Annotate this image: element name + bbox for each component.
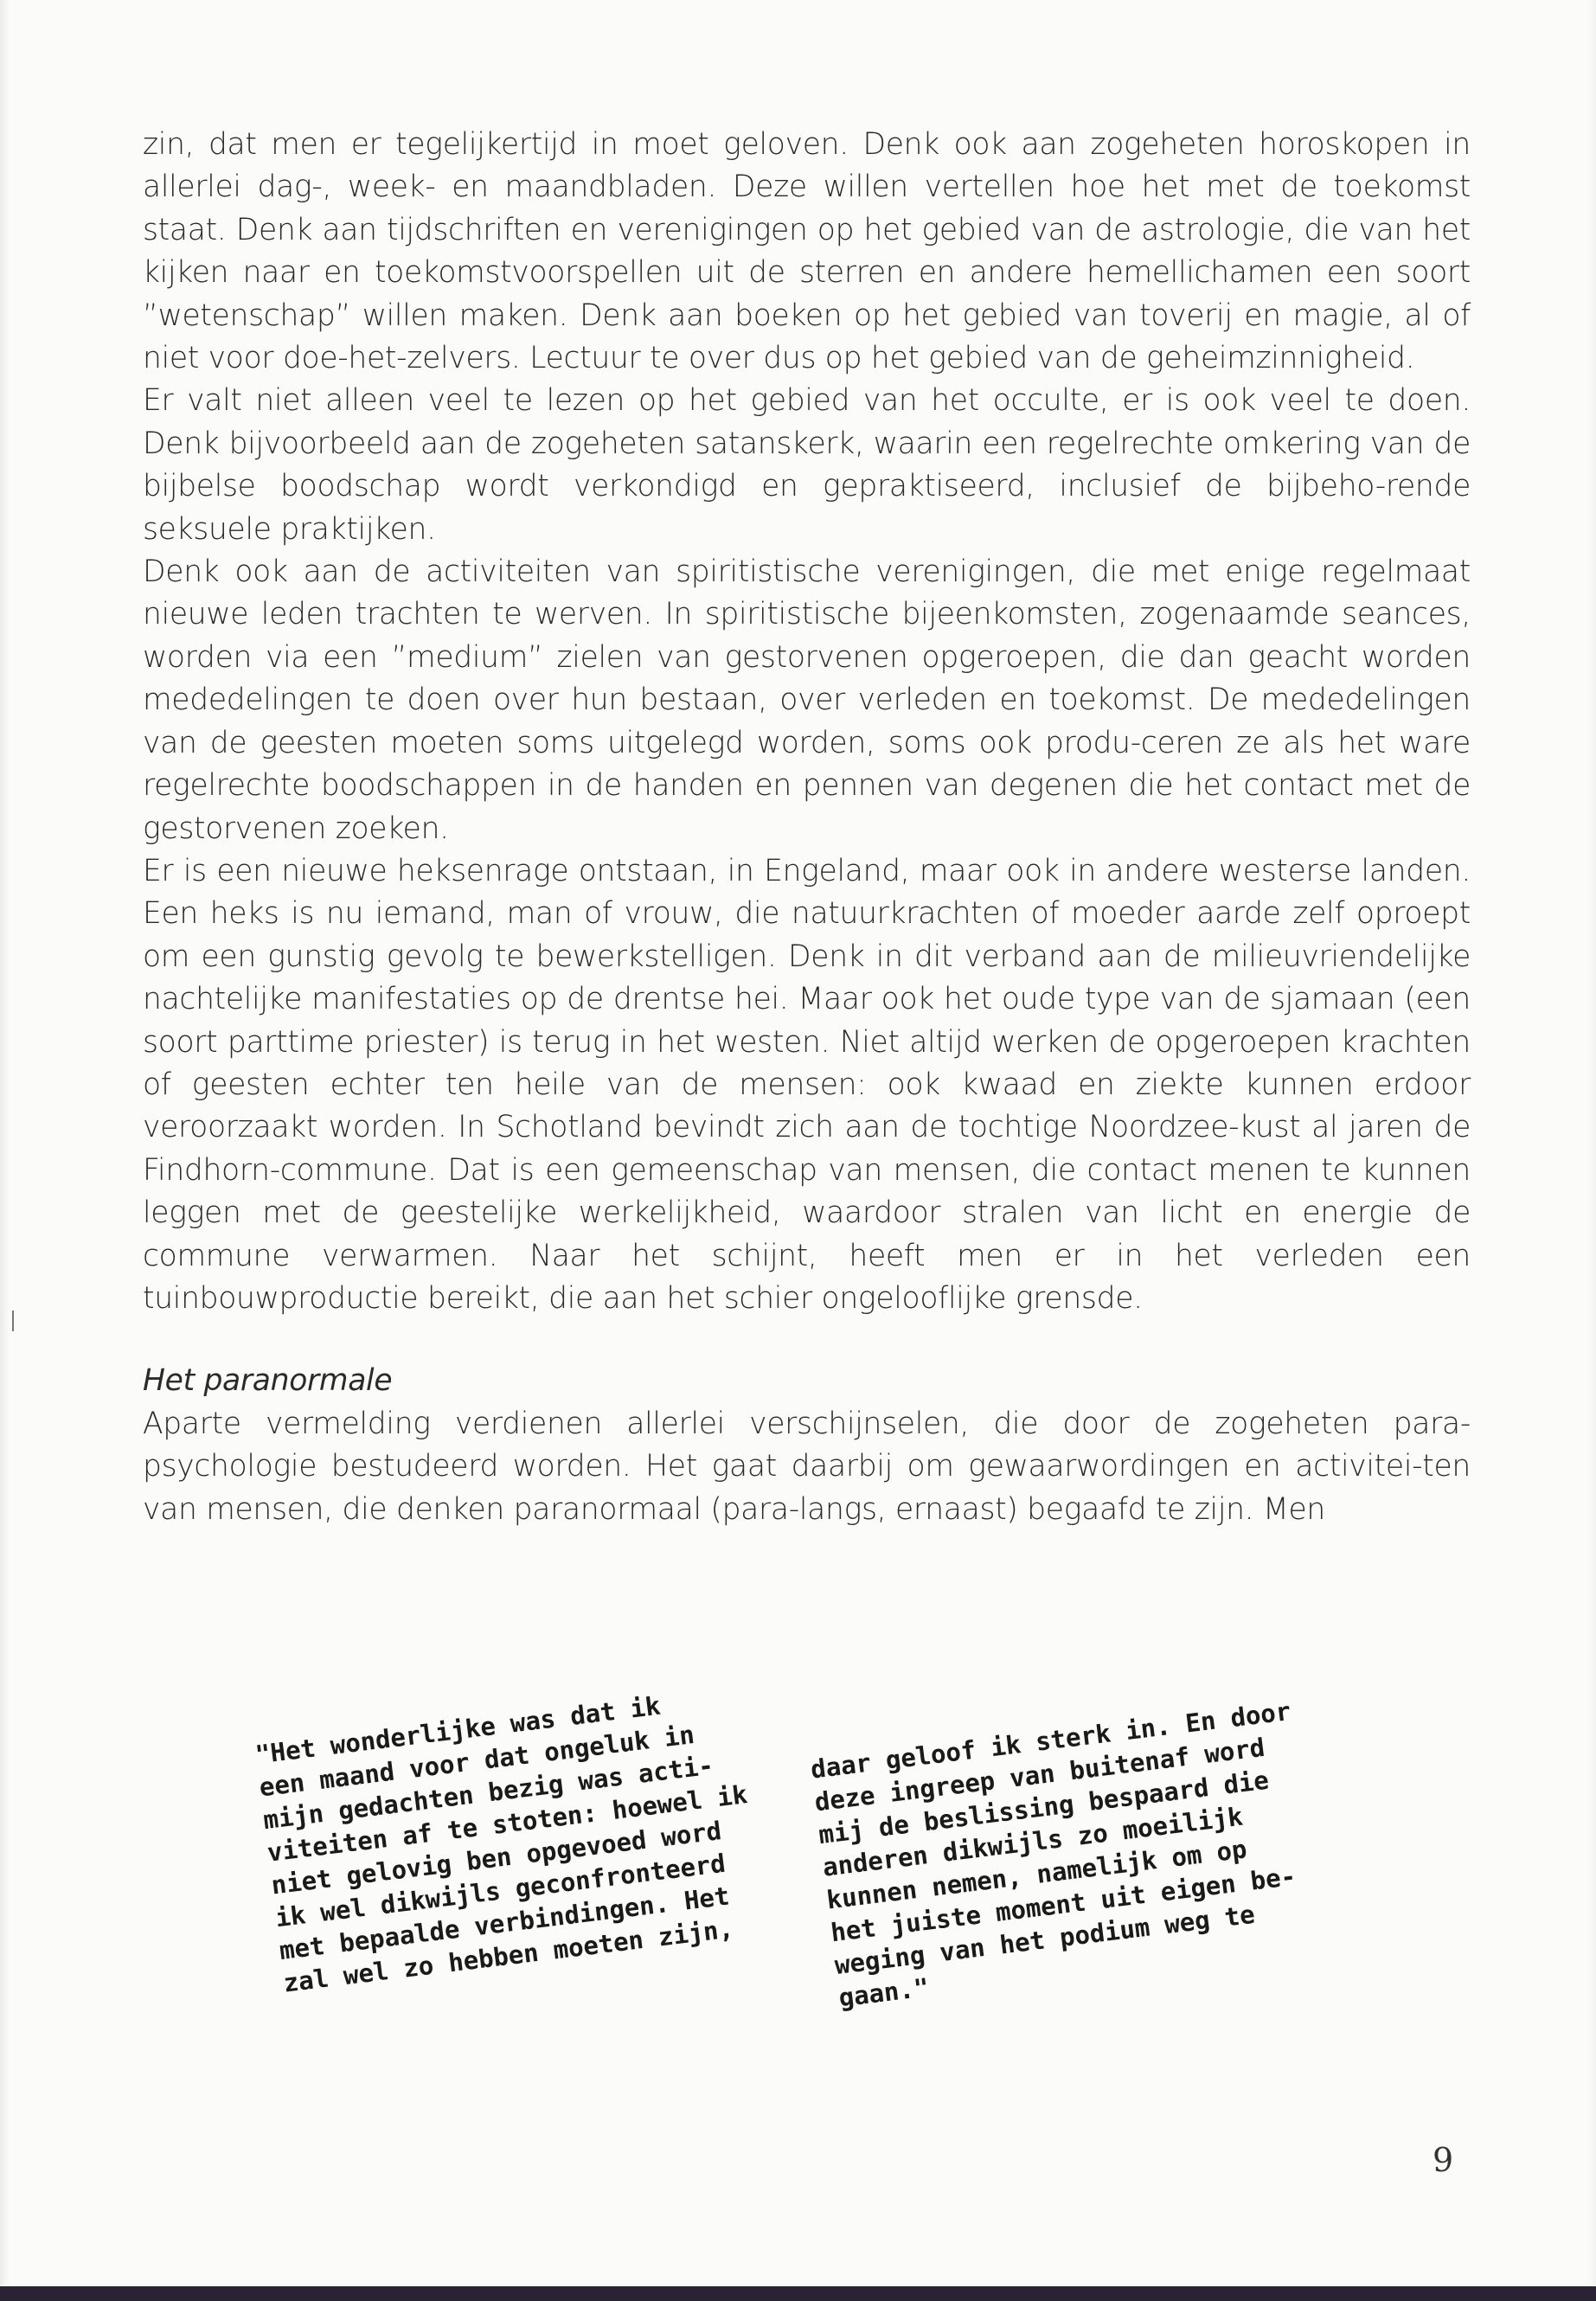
- paragraph-1: zin, dat men er tegelijkertijd in moet geloven. Denk ook aan zogeheten horoskopen in allerlei dag-, week- en maandbladen. Deze willen vertellen hoe het met de toekomst staat. Denk aan tijdschriften en verenigingen op het gebied van de astrologie, die van het kijken naar en toekomstvoorspellen uit de sterren en andere hemellichamen een soort ”wetenschap” willen maken. Denk aan boeken op het gebied van toverij en magie, al of niet voor doe-het-zelvers. Lectuur te over dus op het gebied van de geheimzinnigheid.: [143, 127, 1471, 376]
- quote-left-column: "Het wonderlijke was dat ik een maand voor dat ongeluk in mijn gedachten bezig was acti- viteiten af te stoten: hoewel ik niet gelovig ben opgevoed word ik wel dikwijls geconfronteerd met bepaalde verbindingen. Het zal wel zo hebben moeten zijn,: [253, 1690, 749, 1998]
- margin-mark: [12, 1311, 14, 1331]
- paragraph-3: Denk ook aan de activiteiten van spiritistische verenigingen, die met enige regelmaat nieuwe leden trachten te werven. In spiritistische bijeenkomsten, zogenaamde seances, worden via een ”medium” zielen van gestorvenen opgeroepen, die dan geacht worden mededelingen te doen over hun bestaan, over verleden en toekomst. De mededelingen van de geesten moeten soms uitgelegd worden, soms ook produ-ceren ze als het ware regelrechte boodschappen in de handen en pennen van degenen die het contact met de gestorvenen zoeken.: [143, 554, 1471, 846]
- section-heading: Het paranormale: [143, 1363, 393, 1399]
- paragraph-2: Er valt niet alleen veel te lezen op het gebied van het occulte, er is ook veel te doen. Denk bijvoorbeeld aan de zogeheten satanskerk, waarin een regelrechte omkering van de bijbelse boodschap wordt verkondigd en gepraktiseerd, inclusief de bijbeho-rende seksuele praktijken.: [143, 383, 1471, 547]
- section-paragraph: Aparte vermelding verdienen allerlei verschijnselen, die door de zogeheten para-psychologie bestudeerd worden. Het gaat daarbij om gewaarwordingen en activitei-ten van mensen, die denken paranormaal (para-langs, ernaast) begaafd te zijn. Men: [143, 1406, 1471, 1527]
- bottom-edge-bar: [0, 2286, 1596, 2301]
- paragraph-4: Er is een nieuwe heksenrage ontstaan, in Engeland, maar ook in andere westerse landen. Een heks is nu iemand, man of vrouw, die natuurkrachten of moeder aarde zelf oproept om een gunstig gevolg te bewerkstelligen. Denk in dit verband aan de milieuvriendelijke nachtelijke manifestaties op de drentse hei. Maar ook het oude type van de sjamaan (een soort parttime priester) is terug in het westen. Niet altijd werken de opgeroepen krachten of geesten echter ten heile van de mensen: ook kwaad en ziekte kunnen erdoor veroorzaakt worden. In Schotland bevindt zich aan de tochtige Noordzee-kust al jaren de Findhorn-commune. Dat is een gemeenschap van mensen, die contact menen te kunnen leggen met de geestelijke werkelijkheid, waardoor stralen van licht en energie de commune verwarmen. Naar het schijnt, heeft men er in het verleden een tuinbouwproductie bereikt, die aan het schier ongelooflijke grensde.: [143, 853, 1471, 1316]
- page-number: 9: [1433, 2141, 1454, 2179]
- quote-right-column: daar geloof ik sterk in. En door deze ingreep van buitenaf word mij de beslissing bespaard die anderen dikwijls zo moeilijk kunnen nemen, namelijk om op het juiste moment uit eigen be- weging van het podium weg te gaan.": [809, 1695, 1298, 2013]
- body-text: [143, 124, 1471, 1531]
